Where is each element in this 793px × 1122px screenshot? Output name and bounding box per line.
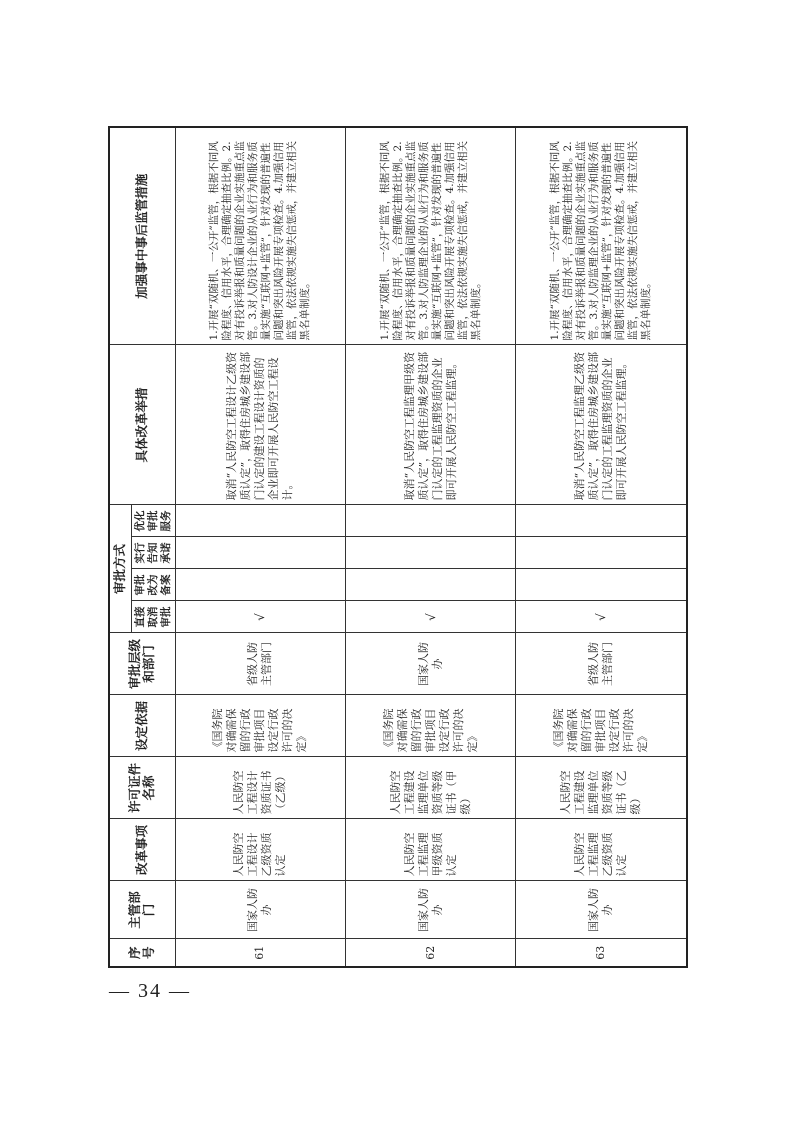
cell-mode-filing [345,569,515,601]
cell-item: 人民防空工程监理甲级资质认定 [345,819,515,881]
cell-supervision: 1.开展“双随机、一公开”监管，根据不同风险程度、信用水平，合理确定抽查比例。2.对有投诉举报和质量问题的企业实施重点监管。3.对人防设计企业的从业行为和服务质量实施“互联网+监管”，针对发现的普遍性问题和突出风险开展专项检查。4.加强信用监管，依法依规实施失信惩戒，并建立相关黑名单制度。 [175,127,345,345]
cell-mode-filing [516,569,687,601]
cell-mode-filing [175,569,345,601]
header-approval-mode: 审批方式 [109,505,131,633]
header-mode-optimize: 优化审批服务 [131,505,175,537]
table-row [345,127,515,967]
cell-mode-notify [345,537,515,569]
cell-measures: 取消“人民防空工程监理甲级资质认定”，取得住房城乡建设部门认定的工程监理资质的企业即可开展人民防空工程监理。 [345,345,515,505]
cell-seq: 63 [516,939,687,967]
cell-dept: 国家人防办 [516,881,687,939]
cell-supervision: 1.开展“双随机、一公开”监管，根据不同风险程度、信用水平，合理确定抽查比例。2.对有投诉举报和质量问题的企业实施重点监管。3.对人防监理企业的从业行为和服务质量实施“互联网+监管”，针对发现的普遍性问题和突出风险开展专项检查。4.加强信用监管，依法依规实施失信惩戒，并建立相关黑名单制度。 [345,127,515,345]
cell-mode-cancel: √ [175,601,345,633]
header-mode-notify: 实行告知承诺 [131,537,175,569]
cell-supervision: 1.开展“双随机、一公开”监管，根据不同风险程度、信用水平，合理确定抽查比例。2.对有投诉举报和质量问题的企业实施重点监管。3.对人防监理企业的从业行为和服务质量实施“互联网+监管”，针对发现的普遍性问题和突出风险开展专项检查。4.加强信用监管，依法依规实施失信惩戒，并建立相关黑名单制度。 [516,127,687,345]
cell-mode-cancel: √ [516,601,687,633]
cell-level: 国家人防办 [345,633,515,695]
cell-dept: 国家人防办 [175,881,345,939]
cell-measures: 取消“人民防空工程设计乙级资质认定”，取得住房城乡建设部门认定的建设工程设计资质的企业即可开展人民防空工程设计。 [175,345,345,505]
cell-measures: 取消“人民防空工程监理乙级资质认定”，取得住房城乡建设部门认定的工程监理资质的企业即可开展人民防空工程监理。 [516,345,687,505]
cell-mode-notify [516,537,687,569]
cell-seq: 62 [345,939,515,967]
cell-mode-optimize [175,505,345,537]
header-supervision: 加强事中事后监管措施 [109,127,175,345]
header-license: 许可证件名称 [109,757,175,819]
cell-level: 省级人防主管部门 [175,633,345,695]
cell-mode-optimize [345,505,515,537]
reform-table [108,126,688,968]
cell-mode-notify [175,537,345,569]
cell-license: 人民防空工程建设监理单位资质等级证书（乙级） [516,757,687,819]
header-mode-filing: 审批改为备案 [131,569,175,601]
header-level: 审批层级和部门 [109,633,175,695]
cell-basis: 《国务院对确需保留的行政审批项目设定行政许可的决定》 [345,695,515,757]
cell-item: 人民防空工程监理乙级资质认定 [516,819,687,881]
header-measures: 具体改革举措 [109,345,175,505]
table-row [175,127,345,967]
cell-license: 人民防空工程建设监理单位资质等级证书（甲级） [345,757,515,819]
cell-level: 省级人防主管部门 [516,633,687,695]
header-basis: 设定依据 [109,695,175,757]
cell-basis: 《国务院对确需保留的行政审批项目设定行政许可的决定》 [516,695,687,757]
header-seq: 序号 [109,939,175,967]
cell-item: 人民防空工程设计乙级资质认定 [175,819,345,881]
header-item: 改革事项 [109,819,175,881]
cell-mode-optimize [516,505,687,537]
cell-basis: 《国务院对确需保留的行政审批项目设定行政许可的决定》 [175,695,345,757]
cell-seq: 61 [175,939,345,967]
cell-dept: 国家人防办 [345,881,515,939]
header-dept: 主管部门 [109,881,175,939]
cell-license: 人民防空工程设计资质证书（乙级） [175,757,345,819]
table-row [516,127,687,967]
header-mode-cancel: 直接取消审批 [131,601,175,633]
page-number: — 34 — [109,980,191,1002]
reform-table-rotated [108,128,688,968]
cell-mode-cancel: √ [345,601,515,633]
